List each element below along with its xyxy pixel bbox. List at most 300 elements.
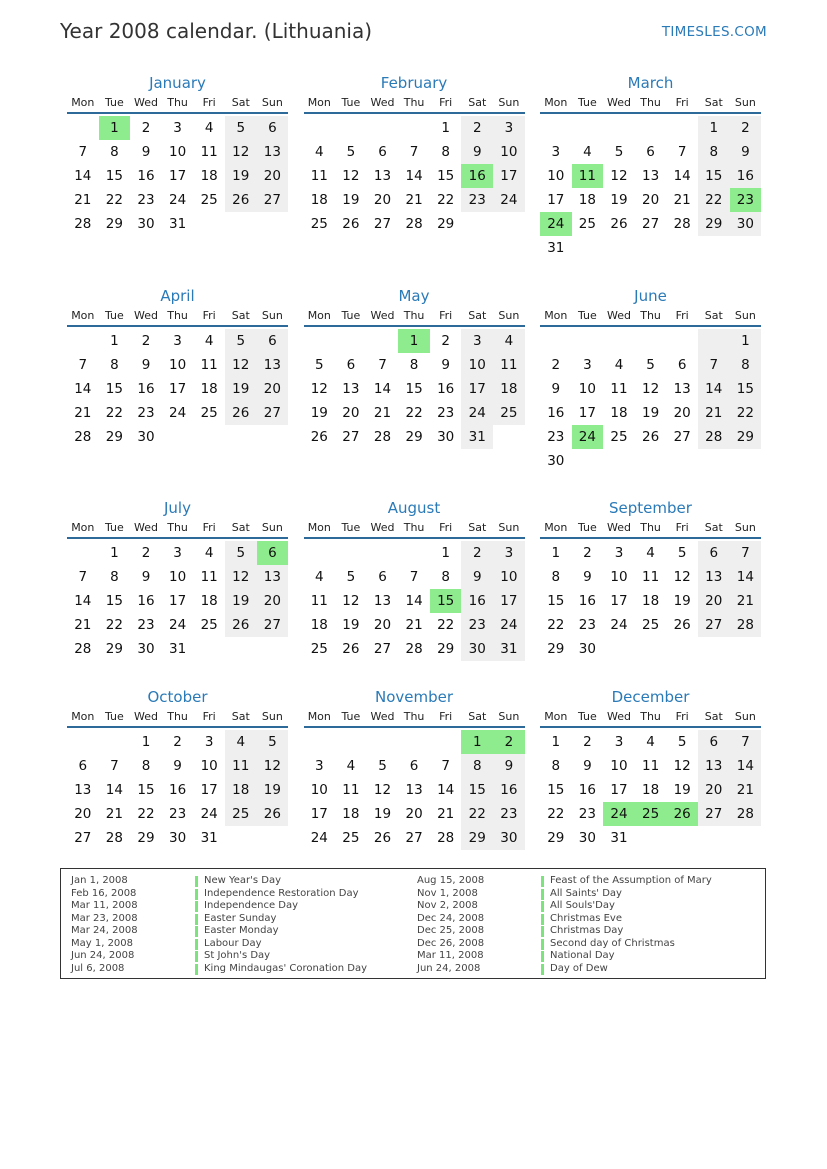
- weekday-label: Mon: [307, 710, 331, 723]
- weekday-label: Wed: [370, 521, 395, 534]
- day-cell: 24: [461, 401, 493, 425]
- day-cell: 5: [346, 144, 356, 160]
- day-cell: 5: [677, 545, 687, 561]
- day-cell: 23: [493, 802, 525, 826]
- weekday-label: Tue: [341, 309, 361, 322]
- day-cell: 5: [646, 357, 655, 373]
- weekday-label: Wed: [606, 521, 631, 534]
- day-grid: [304, 329, 525, 449]
- day-cell: 16: [578, 782, 596, 798]
- weekday-label: Sat: [468, 521, 487, 534]
- month-name: January: [149, 74, 206, 92]
- day-cell: 10: [200, 758, 218, 774]
- weekday-label: Tue: [341, 521, 361, 534]
- holiday-date: Feb 16, 2008: [71, 887, 137, 899]
- weekday-label: Sun: [498, 309, 520, 322]
- day-cell: 2: [441, 333, 450, 349]
- day-cell: 10: [493, 140, 525, 164]
- day-cell: 19: [225, 164, 257, 188]
- day-cell: 5: [378, 758, 387, 774]
- weekday-label: Thu: [403, 710, 425, 723]
- day-cell: 26: [225, 613, 257, 637]
- day-cell: 7: [730, 541, 762, 565]
- day-cell: 9: [551, 381, 561, 397]
- day-grid: [540, 541, 761, 661]
- day-cell: 23: [461, 188, 493, 212]
- day-cell: 23: [137, 192, 155, 208]
- holiday-day-cell: 24: [572, 425, 604, 449]
- day-cell: 11: [641, 758, 660, 774]
- month-august: [304, 497, 525, 709]
- day-cell: 25: [342, 830, 360, 846]
- day-cell: 20: [405, 806, 423, 822]
- weekday-label: Wed: [133, 521, 158, 534]
- weekday-label: Thu: [167, 96, 188, 109]
- day-cell: 18: [641, 593, 660, 609]
- day-cell: 14: [405, 168, 423, 184]
- weekday-label: Sun: [734, 710, 756, 723]
- day-cell: 15: [105, 381, 123, 397]
- day-cell: 18: [310, 192, 328, 208]
- day-cell: 15: [461, 778, 493, 802]
- day-cell: 22: [437, 617, 455, 633]
- day-cell: 17: [547, 192, 565, 208]
- day-cell: 9: [461, 140, 493, 164]
- day-cell: 18: [200, 168, 218, 184]
- day-cell: 25: [641, 617, 660, 633]
- day-cell: 23: [137, 405, 155, 421]
- day-cell: 18: [200, 381, 218, 397]
- day-cell: 22: [437, 192, 455, 208]
- weekday-label: Fri: [202, 710, 216, 723]
- day-cell: 7: [441, 758, 450, 774]
- day-cell: 17: [168, 381, 187, 397]
- day-cell: 20: [257, 589, 289, 613]
- day-cell: 12: [225, 565, 257, 589]
- day-cell: 15: [105, 168, 123, 184]
- holiday-name: Feast of the Assumption of Mary: [550, 875, 712, 886]
- day-cell: 30: [547, 453, 565, 469]
- weekday-label: Wed: [370, 96, 395, 109]
- weekday-header: [67, 708, 288, 728]
- day-cell: 11: [200, 569, 218, 585]
- day-cell: 14: [373, 381, 392, 397]
- day-cell: 18: [610, 405, 628, 421]
- day-cell: 23: [547, 429, 565, 445]
- weekday-label: Sat: [231, 309, 250, 322]
- day-grid: [304, 116, 525, 236]
- day-cell: 27: [257, 188, 289, 212]
- holiday-name: Second day of Christmas: [550, 937, 675, 949]
- day-cell: 5: [677, 734, 687, 750]
- day-cell: 20: [698, 778, 730, 802]
- day-cell: 4: [346, 758, 356, 774]
- day-cell: 26: [257, 802, 289, 826]
- day-cell: 24: [610, 617, 628, 633]
- day-cell: 26: [641, 429, 660, 445]
- weekday-label: Tue: [577, 309, 597, 322]
- day-cell: 26: [342, 641, 360, 657]
- day-cell: 4: [646, 545, 655, 561]
- holiday-day-cell: 11: [572, 164, 604, 188]
- day-cell: 19: [257, 778, 289, 802]
- day-cell: 12: [673, 569, 691, 585]
- day-cell: 19: [673, 593, 691, 609]
- empty-cell: [398, 730, 430, 754]
- day-cell: 29: [105, 216, 123, 232]
- day-cell: 21: [405, 192, 423, 208]
- day-cell: 30: [168, 830, 187, 846]
- holiday-date: Dec 24, 2008: [417, 912, 485, 924]
- day-cell: 30: [578, 641, 596, 657]
- day-cell: 28: [730, 802, 762, 826]
- day-cell: 20: [641, 192, 660, 208]
- empty-cell: [67, 116, 99, 140]
- empty-cell: [67, 329, 99, 353]
- legend-item: [417, 938, 712, 951]
- day-cell: 27: [673, 429, 691, 445]
- legend-item: [71, 963, 367, 976]
- day-cell: 18: [493, 377, 525, 401]
- day-cell: 4: [583, 144, 592, 160]
- day-grid: [540, 730, 761, 850]
- day-cell: 30: [578, 830, 596, 846]
- day-cell: 17: [310, 806, 328, 822]
- day-cell: 14: [698, 377, 730, 401]
- day-cell: 3: [173, 545, 182, 561]
- holiday-name: Independence Day: [204, 900, 299, 911]
- weekday-label: Tue: [577, 710, 597, 723]
- day-cell: 22: [698, 188, 730, 212]
- weekday-label: Thu: [640, 309, 661, 322]
- day-cell: 17: [610, 782, 628, 798]
- weekday-label: Sun: [261, 96, 283, 109]
- month-name: May: [398, 287, 430, 305]
- day-cell: 17: [461, 377, 493, 401]
- day-cell: 18: [342, 806, 360, 822]
- day-cell: 8: [110, 569, 119, 585]
- day-cell: 13: [405, 782, 423, 798]
- empty-cell: [430, 730, 462, 754]
- day-cell: 9: [461, 565, 493, 589]
- day-cell: 9: [141, 144, 151, 160]
- day-cell: 28: [74, 429, 92, 445]
- day-cell: 10: [610, 569, 628, 585]
- empty-cell: [398, 116, 430, 140]
- day-cell: 25: [200, 405, 218, 421]
- empty-cell: [335, 730, 367, 754]
- day-cell: 4: [493, 329, 525, 353]
- holiday-marker: [541, 914, 544, 925]
- day-cell: 17: [578, 405, 596, 421]
- legend-item: [417, 925, 712, 938]
- legend-column: [417, 875, 712, 975]
- weekday-label: Wed: [133, 96, 158, 109]
- month-row: [67, 285, 761, 497]
- holiday-name: Christmas Eve: [550, 912, 622, 924]
- holiday-marker: [195, 914, 198, 925]
- day-cell: 16: [137, 168, 155, 184]
- holiday-date: Jul 6, 2008: [71, 962, 125, 974]
- weekday-label: Fri: [439, 309, 453, 322]
- legend-item: [417, 963, 712, 976]
- holiday-date: Aug 15, 2008: [417, 875, 485, 886]
- day-cell: 24: [168, 192, 187, 208]
- weekday-label: Wed: [606, 710, 631, 723]
- weekday-label: Fri: [202, 309, 216, 322]
- month-name: April: [160, 287, 195, 305]
- weekday-label: Thu: [403, 96, 425, 109]
- empty-cell: [99, 730, 131, 754]
- day-cell: 23: [578, 806, 596, 822]
- day-cell: 7: [409, 569, 419, 585]
- day-cell: 29: [405, 429, 423, 445]
- day-cell: 28: [437, 830, 455, 846]
- day-cell: 29: [437, 641, 455, 657]
- day-cell: 26: [342, 216, 360, 232]
- empty-cell: [540, 329, 572, 353]
- weekday-label: Tue: [577, 521, 597, 534]
- day-cell: 1: [110, 333, 119, 349]
- holiday-date: Mar 23, 2008: [71, 912, 138, 924]
- empty-cell: [367, 329, 399, 353]
- holiday-date: Mar 11, 2008: [417, 950, 484, 961]
- day-cell: 28: [74, 641, 92, 657]
- day-cell: 25: [493, 401, 525, 425]
- month-name: October: [147, 688, 208, 706]
- empty-cell: [304, 730, 336, 754]
- day-cell: 20: [257, 377, 289, 401]
- legend-item: [417, 900, 712, 913]
- day-cell: 23: [168, 806, 187, 822]
- day-cell: 11: [200, 144, 218, 160]
- day-cell: 21: [74, 617, 92, 633]
- day-cell: 21: [698, 401, 730, 425]
- day-cell: 17: [200, 782, 218, 798]
- day-cell: 11: [225, 754, 257, 778]
- day-cell: 11: [493, 353, 525, 377]
- day-cell: 13: [257, 140, 289, 164]
- day-cell: 21: [105, 806, 123, 822]
- empty-cell: [67, 541, 99, 565]
- day-cell: 14: [673, 168, 691, 184]
- day-cell: 30: [461, 637, 493, 661]
- day-cell: 28: [730, 613, 762, 637]
- weekday-label: Fri: [439, 521, 453, 534]
- month-march: [540, 72, 761, 284]
- weekday-label: Thu: [403, 309, 425, 322]
- month-july: [67, 497, 288, 709]
- day-cell: 5: [225, 116, 257, 140]
- holiday-marker: [195, 901, 198, 912]
- day-cell: 30: [137, 641, 155, 657]
- month-row: [67, 72, 761, 285]
- day-cell: 25: [578, 216, 596, 232]
- legend-item: [417, 913, 712, 926]
- holiday-date: Nov 1, 2008: [417, 887, 478, 899]
- day-cell: 22: [105, 192, 123, 208]
- day-cell: 3: [614, 734, 624, 750]
- day-cell: 27: [405, 830, 423, 846]
- weekday-label: Sat: [704, 710, 723, 723]
- day-cell: 28: [405, 641, 423, 657]
- day-cell: 17: [493, 164, 525, 188]
- legend-item: [71, 900, 367, 913]
- holiday-name: King Mindaugas' Coronation Day: [204, 962, 368, 974]
- day-cell: 31: [200, 830, 218, 846]
- day-cell: 27: [257, 613, 289, 637]
- day-cell: 29: [105, 641, 123, 657]
- holiday-day-cell: 26: [666, 802, 698, 826]
- day-cell: 19: [641, 405, 660, 421]
- day-cell: 14: [74, 593, 92, 609]
- day-cell: 19: [342, 192, 360, 208]
- day-cell: 24: [310, 830, 328, 846]
- day-cell: 25: [310, 641, 328, 657]
- calendar-grid: [67, 72, 761, 846]
- holiday-name: Labour Day: [204, 937, 262, 949]
- holiday-marker: [195, 926, 198, 937]
- weekday-label: Tue: [104, 309, 124, 322]
- day-cell: 9: [493, 754, 525, 778]
- day-cell: 10: [168, 569, 187, 585]
- day-cell: 12: [641, 381, 660, 397]
- empty-cell: [666, 116, 698, 140]
- day-cell: 15: [547, 782, 565, 798]
- legend-item: [71, 875, 367, 888]
- holiday-name: Easter Sunday: [204, 912, 277, 924]
- weekday-label: Mon: [71, 521, 95, 534]
- weekday-label: Sat: [704, 96, 723, 109]
- weekday-label: Wed: [133, 309, 158, 322]
- weekday-label: Thu: [403, 521, 425, 534]
- day-cell: 18: [641, 782, 660, 798]
- day-cell: 29: [105, 429, 123, 445]
- site-link[interactable]: TIMESLES.COM: [661, 24, 767, 40]
- weekday-label: Sat: [468, 710, 487, 723]
- empty-cell: [603, 329, 635, 353]
- empty-cell: [304, 116, 336, 140]
- day-cell: 8: [551, 758, 561, 774]
- day-cell: 5: [346, 569, 356, 585]
- legend-item: [71, 938, 367, 951]
- weekday-label: Sun: [734, 96, 756, 109]
- day-cell: 7: [378, 357, 387, 373]
- holiday-marker: [195, 964, 198, 975]
- day-cell: 27: [698, 802, 730, 826]
- day-cell: 27: [373, 216, 392, 232]
- weekday-label: Fri: [439, 96, 453, 109]
- month-october: [67, 686, 288, 898]
- day-cell: 7: [730, 730, 762, 754]
- empty-cell: [304, 541, 336, 565]
- day-cell: 4: [225, 730, 257, 754]
- day-cell: 11: [310, 168, 328, 184]
- weekday-label: Sun: [261, 521, 283, 534]
- day-cell: 5: [225, 329, 257, 353]
- holiday-day-cell: 25: [635, 802, 667, 826]
- holiday-day-cell: 6: [257, 541, 289, 565]
- holiday-marker: [195, 889, 198, 900]
- weekday-label: Mon: [71, 96, 95, 109]
- weekday-label: Sun: [498, 710, 520, 723]
- month-name: September: [609, 499, 692, 517]
- month-name: July: [164, 499, 191, 517]
- holiday-marker: [541, 926, 544, 937]
- day-cell: 25: [310, 216, 328, 232]
- holiday-day-cell: 16: [461, 164, 493, 188]
- weekday-label: Fri: [202, 521, 216, 534]
- day-cell: 8: [730, 353, 762, 377]
- weekday-header: [540, 519, 761, 539]
- empty-cell: [367, 116, 399, 140]
- weekday-label: Mon: [307, 521, 331, 534]
- day-cell: 6: [698, 541, 730, 565]
- day-cell: 21: [437, 806, 455, 822]
- weekday-label: Tue: [341, 96, 361, 109]
- day-cell: 1: [110, 545, 119, 561]
- day-cell: 4: [204, 333, 214, 349]
- day-cell: 21: [74, 192, 92, 208]
- day-cell: 7: [698, 353, 730, 377]
- day-cell: 14: [437, 782, 455, 798]
- weekday-label: Thu: [167, 710, 188, 723]
- holiday-day-cell: 2: [493, 730, 525, 754]
- day-cell: 17: [168, 168, 187, 184]
- day-cell: 15: [698, 164, 730, 188]
- day-cell: 15: [405, 381, 423, 397]
- day-cell: 6: [677, 357, 687, 373]
- day-cell: 29: [698, 212, 730, 236]
- day-cell: 4: [646, 734, 655, 750]
- day-cell: 15: [137, 782, 155, 798]
- day-cell: 20: [698, 589, 730, 613]
- weekday-label: Tue: [104, 521, 124, 534]
- empty-cell: [335, 329, 367, 353]
- weekday-header: [67, 307, 288, 327]
- day-cell: 19: [342, 617, 360, 633]
- legend-item: [71, 925, 367, 938]
- holiday-day-cell: 1: [461, 730, 493, 754]
- day-cell: 12: [225, 140, 257, 164]
- weekday-label: Fri: [675, 309, 689, 322]
- day-cell: 28: [673, 216, 691, 232]
- day-cell: 19: [373, 806, 392, 822]
- day-cell: 2: [730, 116, 762, 140]
- holiday-name: Easter Monday: [204, 925, 279, 936]
- day-cell: 10: [610, 758, 628, 774]
- day-cell: 2: [173, 734, 182, 750]
- day-cell: 16: [168, 782, 187, 798]
- weekday-label: Tue: [104, 96, 124, 109]
- day-cell: 5: [225, 541, 257, 565]
- day-cell: 26: [225, 401, 257, 425]
- day-cell: 2: [583, 734, 592, 750]
- day-cell: 15: [105, 593, 123, 609]
- month-name: November: [374, 688, 454, 706]
- empty-cell: [398, 541, 430, 565]
- holiday-marker: [541, 889, 544, 900]
- day-cell: 27: [373, 641, 392, 657]
- day-cell: 8: [110, 357, 119, 373]
- holiday-name: Independence Restoration Day: [204, 887, 359, 899]
- day-cell: 9: [173, 758, 182, 774]
- month-january: [67, 72, 288, 284]
- holiday-day-cell: 1: [398, 329, 430, 353]
- holiday-marker: [541, 964, 544, 975]
- day-cell: 14: [74, 168, 92, 184]
- day-cell: 19: [225, 589, 257, 613]
